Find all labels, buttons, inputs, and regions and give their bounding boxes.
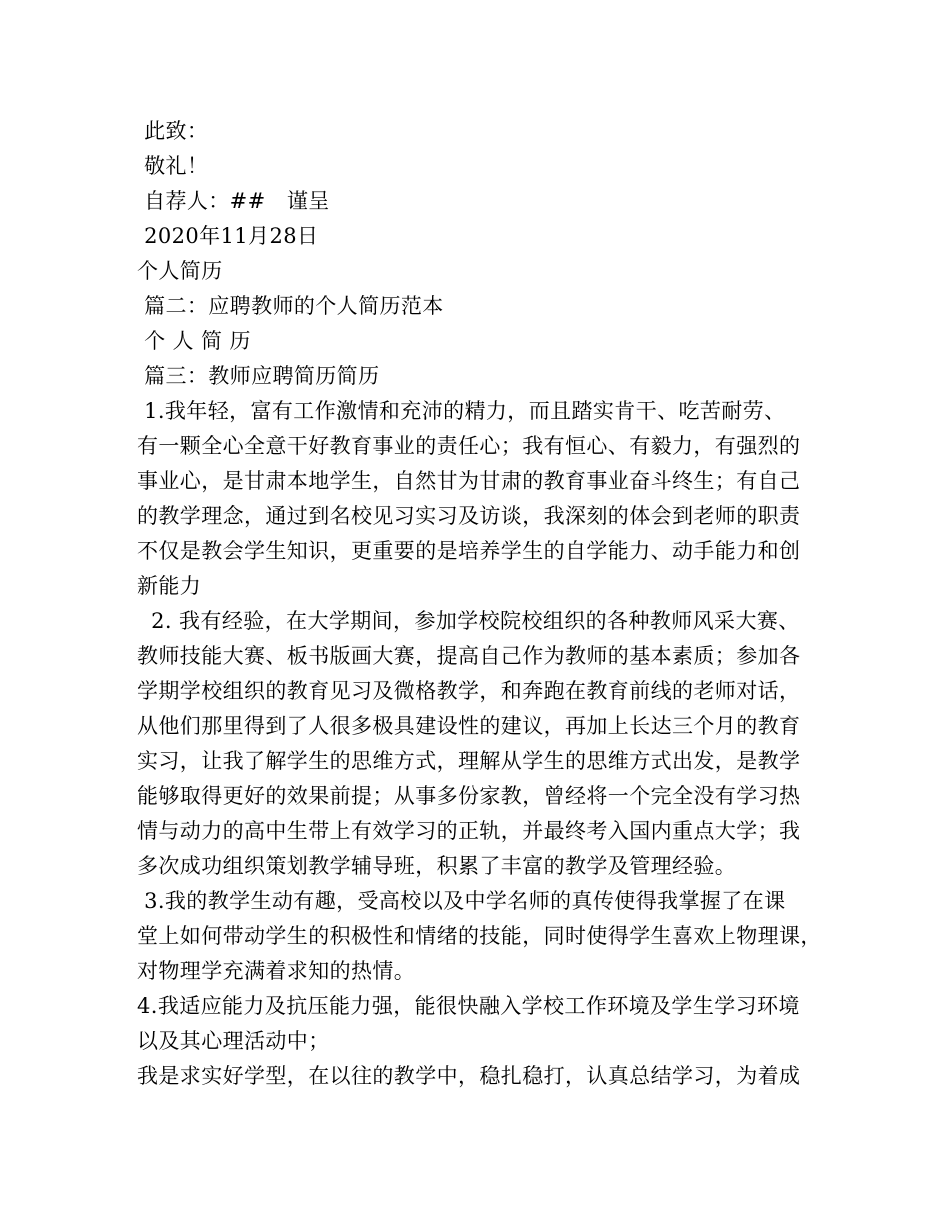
paragraph-line: 多次成功组织策划教学辅导班，积累了丰富的教学及管理经验。	[137, 854, 737, 878]
paragraph-line: 4.我适应能力及抗压能力强，能很快融入学校工作环境及学生学习环境	[137, 994, 800, 1018]
paragraph-line: 情与动力的高中生带上有效学习的正轨，并最终考入国内重点大学；我	[137, 819, 801, 843]
paragraph-line: 实习，让我了解学生的思维方式，理解从学生的思维方式出发，是教学	[137, 749, 801, 773]
section-heading: 篇二：应聘教师的个人简历范本	[137, 294, 444, 318]
paragraph-line: 的教学理念，通过到名校见习实习及访谈，我深刻的体会到老师的职责	[137, 504, 801, 528]
closing-regards: 敬礼！	[137, 154, 209, 178]
paragraph-line: 以及其心理活动中；	[137, 1029, 330, 1053]
closing-salutation: 此致：	[137, 119, 209, 143]
paragraph-line: 新能力	[137, 574, 202, 598]
paragraph-line: 堂上如何带动学生的积极性和情绪的技能，同时使得学生喜欢上物理课，	[137, 924, 822, 948]
section-heading: 篇三：教师应聘简历简历	[137, 364, 380, 388]
paragraph-line: 2. 我有经验，在大学期间，参加学校院校组织的各种教师风采大赛、	[137, 609, 800, 633]
paragraph-line: 有一颗全心全意干好教育事业的责任心；我有恒心、有毅力，有强烈的	[137, 434, 801, 458]
paragraph-line: 教师技能大赛、板书版画大赛，提高自己作为教师的基本素质；参加各	[137, 644, 801, 668]
paragraph-line: 3.我的教学生动有趣，受高校以及中学名师的真传使得我掌握了在课	[137, 889, 786, 913]
paragraph-line: 能够取得更好的效果前提；从事多份家教，曾经将一个完全没有学习热	[137, 784, 801, 808]
paragraph-line: 我是求实好学型，在以往的教学中，稳扎稳打，认真总结学习，为着成	[137, 1064, 801, 1088]
paragraph-line: 学期学校组织的教育见习及微格教学，和奔跑在教育前线的老师对话，	[137, 679, 801, 703]
paragraph-line: 1.我年轻，富有工作激情和充沛的精力，而且踏实肯干、吃苦耐劳、	[137, 399, 786, 423]
paragraph-line: 事业心，是甘肃本地学生，自然甘为甘肃的教育事业奋斗终生；有自己	[137, 469, 801, 493]
section-heading: 个人简历	[137, 259, 223, 283]
paragraph-line: 从他们那里得到了人很多极具建设性的建议，再加上长达三个月的教育	[137, 714, 801, 738]
paragraph-line: 不仅是教会学生知识，更重要的是培养学生的自学能力、动手能力和创	[137, 539, 801, 563]
signature-line: 自荐人：## 谨呈	[137, 189, 330, 213]
paragraph-line: 对物理学充满着求知的热情。	[137, 959, 416, 983]
section-heading: 个 人 简 历	[137, 329, 251, 353]
date-line: 2020年11月28日	[137, 224, 319, 248]
